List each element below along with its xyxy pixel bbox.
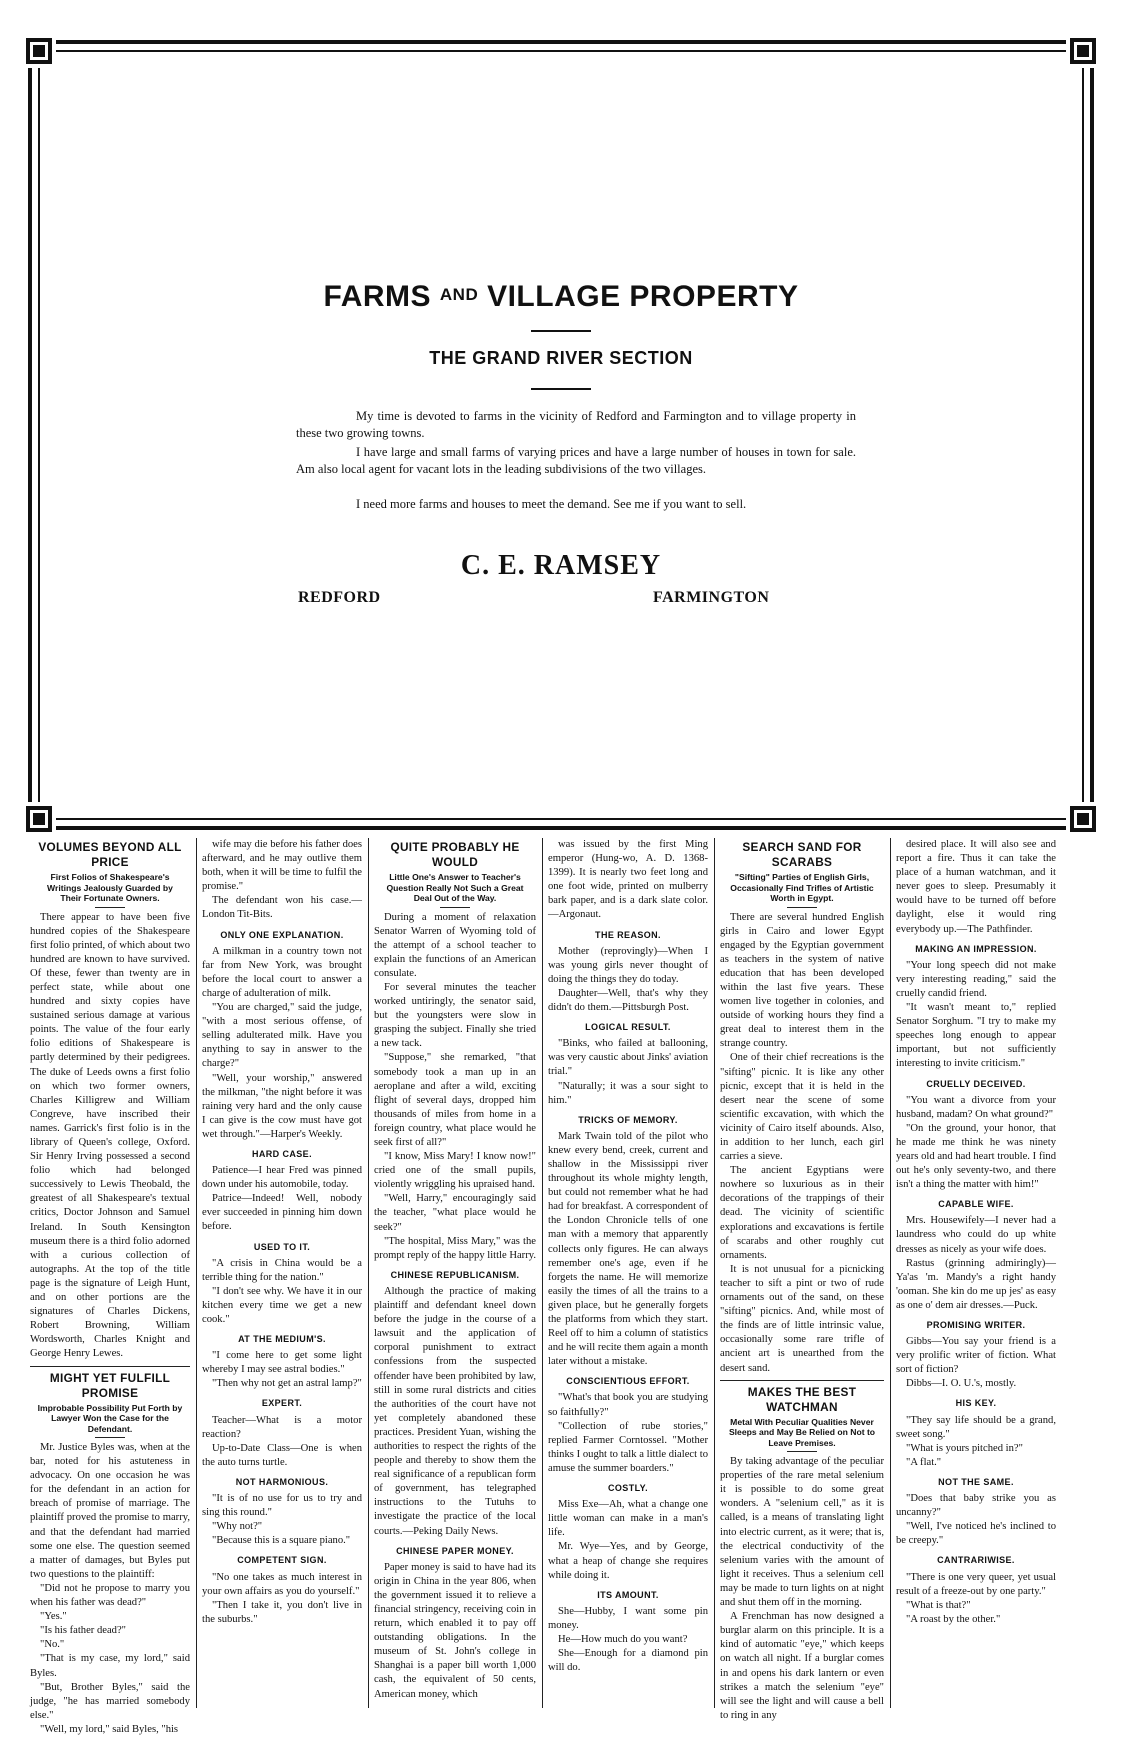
paragraph: The ancient Egyptians were nowhere so luxurious as in their decorations of the trappings of their dead. The vicinity of scientific explorations and excavations is fertile of scarabs and other roughly cut ornaments.: [720, 1165, 884, 1261]
paragraph: "Why not?": [212, 1521, 263, 1533]
paragraph: "Well, Harry," encouragingly said the teacher, "what place would he seek?": [374, 1193, 536, 1233]
item-subheading: CRUELLY DECEIVED.: [926, 1078, 1026, 1089]
article-headline: VOLUMES BEYOND ALL PRICE: [38, 840, 182, 869]
ad-paragraph: My time is devoted to farms in the vicinity of Redford and Farmington and to village property in these two growing towns.: [296, 409, 856, 440]
paragraph: Miss Exe—Ah, what a change one little woman can make in a man's life.: [548, 1499, 708, 1539]
paragraph: There are several hundred English girls in Cairo and lower Egypt engaged by the Egyptian government as teachers in the system of native education that has been developed within the last five years. These women live together in colonies, and outside of working hours they find a great deal to interest them in the strange country.: [720, 911, 884, 1050]
item-subheading: HIS KEY.: [955, 1398, 997, 1409]
paragraph: "Then why not get an astral lamp?": [212, 1378, 362, 1390]
paragraph: "I don't see why. We have it in our kitchen every time we get a new cook.": [202, 1285, 362, 1325]
paragraph: She—Enough for a diamond pin will do.: [548, 1648, 708, 1674]
item-subheading: MAKING AN IMPRESSION.: [915, 943, 1037, 954]
paragraph: "A roast by the other.": [906, 1613, 1001, 1625]
ad-town-right: FARMINGTON: [653, 589, 770, 606]
item-subheading: CHINESE PAPER MONEY.: [396, 1545, 514, 1556]
ad-headline: [28, 280, 1094, 314]
paragraph: Gibbs—You say your friend is a very prolific writer of fiction. What sort of fiction?: [896, 1336, 1056, 1376]
news-column-6: [896, 838, 1056, 1708]
column-divider: [368, 838, 369, 1708]
paragraph: wife may die before his father does afterward, and he may outlive them both, when it will be time to fulfil the promise.": [202, 839, 362, 893]
ad-subheading: THE GRAND RIVER SECTION: [429, 348, 693, 368]
short-rule: [787, 1451, 817, 1452]
ornament-corner-icon: [1066, 34, 1100, 68]
paragraph: Up-to-Date Class—One is when the auto turns turtle.: [202, 1442, 362, 1468]
paragraph: "It is of no use for us to try and sing this round.": [202, 1493, 362, 1519]
paragraph: A milkman in a country town not far from New York, was brought before the local court to answer a charge of adulteration of milk.: [202, 945, 362, 999]
column-divider: [714, 838, 715, 1708]
paragraph: The defendant won his case.—London Tit-Bits.: [202, 895, 362, 921]
article-headline: QUITE PROBABLY HE WOULD: [390, 840, 520, 869]
headline-and: AND: [439, 285, 479, 304]
paragraph: Mother (reprovingly)—When I was young girls never thought of doing the things they do today.: [548, 945, 708, 985]
paragraph: "No.": [40, 1639, 65, 1651]
paragraph: Mr. Justice Byles was, when at the bar, noted for his astuteness in advocacy. On one occasion he was for the defendant in an action for breach of promise of marriage. The plaintiff proved the promise to marry, and that the defendant had married some one else. The question seemed a matter of damages, but Byles put two questions to the plaintiff:: [30, 1442, 190, 1580]
paragraph: "A crisis in China would be a terrible thing for the nation.": [202, 1257, 362, 1283]
item-subheading: AT THE MEDIUM'S.: [238, 1334, 326, 1345]
paragraph: Although the practice of making plaintiff and defendant kneel down before the judge in the course of a lawsuit and the application of corporal punishment to extract confessions from the suspected offender have been prohibited by law, still in some rural districts and cities the authorities of the court have not yet completely abandoned these practices. President Yuan, wishing the authorities to respect the rights of the people and thereby to show them the real significance of a republican form of government, has telegraphed instructions to the Tutuhs to investigate the practice of the local courts.—Peking Daily News.: [374, 1285, 536, 1537]
paragraph: "Does that baby strike you as uncanny?": [896, 1493, 1056, 1519]
ad-rule: [531, 330, 591, 332]
item-subheading: THE REASON.: [595, 929, 661, 940]
paragraph: Paper money is said to have had its origin in China in the year 806, when the government issued it to relieve a financial stringency, receiving coin in return, which enabled it to pay off outstanding obligations. In the museum of St. John's college in Shanghai is a paper bill worth 1,000 cash, the equivalent of 50 cents, American money, which: [374, 1561, 536, 1700]
item-subheading: HARD CASE.: [251, 1148, 312, 1159]
ad-rule: [531, 388, 591, 390]
short-rule: [95, 907, 125, 908]
paragraph: "I come here to get some light whereby I may see astral bodies.": [202, 1350, 362, 1376]
paragraph: "You want a divorce from your husband, madam? On what ground?": [896, 1094, 1056, 1120]
ornament-corner-icon: [22, 802, 56, 836]
ad-signer-name: C. E. RAMSEY: [460, 550, 662, 581]
article-headline: MIGHT YET FULFILL PROMISE: [49, 1370, 171, 1400]
news-column-5: [720, 838, 884, 1721]
paragraph: He—How much do you want?: [558, 1633, 688, 1645]
paragraph: "Binks, who failed at ballooning, was very caustic about Jinks' aviation trial.": [548, 1038, 708, 1078]
paragraph: "But, Brother Byles," said the judge, "he has married somebody else.": [30, 1681, 190, 1721]
headline-village-property: VILLAGE PROPERTY: [487, 280, 799, 313]
paragraph: "Collection of rube stories," replied Farmer Corntossel. "Mother thinks I ought to talk a little dialect to amuse the summer boarders.": [548, 1420, 708, 1474]
paragraph: "No one takes as much interest in your own affairs as you do yourself.": [202, 1571, 362, 1597]
item-subheading: LOGICAL RESULT.: [585, 1022, 671, 1033]
paragraph: "Naturally; it was a sour sight to him.": [548, 1080, 708, 1106]
paragraph: "Because this is a square piano.": [212, 1535, 351, 1547]
paragraph: "What is yours pitched in?": [906, 1442, 1023, 1454]
paragraph: "On the ground, your honor, that he made me think he was ninety years old and had heart trouble. I find out he's only seventy-two, and there isn't a thing the matter with him!": [896, 1122, 1056, 1191]
paragraph: was issued by the first Ming emperor (Hung-wo, A. D. 1368-1399). It is nearly two feet long and one foot wide, printed on mulberry bark paper, and is a dark slate color.—Argonaut.: [548, 839, 708, 921]
paragraph: Daughter—Well, that's why they didn't do them.—Pittsburgh Post.: [548, 987, 708, 1014]
item-subheading: PROMISING WRITER.: [926, 1320, 1026, 1330]
short-rule: [440, 907, 470, 908]
paragraph: She—Hubby, I want some pin money.: [548, 1605, 708, 1631]
paragraph: Mrs. Housewifely—I never had a laundress who could do up white dresses as nicely as your wife does.: [896, 1215, 1056, 1255]
paragraph: "What's that book you are studying so faithfully?": [548, 1392, 708, 1418]
article-deck: Improbable Possibility Put Forth by Lawyer Won the Case for the Defendant.: [37, 1402, 183, 1434]
item-subheading: ITS AMOUNT.: [597, 1589, 659, 1600]
article-deck: Little One's Answer to Teacher's Question Really Not Such a Great Deal Out of the Way.: [386, 872, 524, 903]
ornament-corner-icon: [22, 34, 56, 68]
ad-town-left: REDFORD: [298, 589, 381, 606]
news-columns: [30, 838, 1090, 1735]
paragraph: "Did not he propose to marry you when his father was dead?": [30, 1582, 190, 1609]
paragraph: Patience—I hear Fred was pinned down under his automobile, today.: [202, 1165, 362, 1191]
paragraph: Teacher—What is a motor reaction?: [202, 1414, 362, 1440]
paragraph: "They say life should be a grand, sweet song.": [896, 1414, 1056, 1440]
paragraph: "A flat.": [906, 1456, 942, 1468]
paragraph: "That is my case, my lord," said Byles.: [30, 1653, 190, 1679]
headline-farms: FARMS: [323, 280, 432, 313]
item-subheading: EXPERT.: [261, 1398, 303, 1409]
item-subheading: COSTLY.: [608, 1483, 648, 1494]
short-rule: [787, 907, 817, 908]
paragraph: A Frenchman has now designed a burglar alarm on this principle. It is a kind of automatic "eye," which keeps on watch all night. If a burglar comes in and opens his dark lantern or even strikes a match the selenium "eye" will see the light and will cause a bell to ring in any: [720, 1611, 884, 1721]
item-subheading: CAPABLE WIFE.: [938, 1199, 1014, 1210]
article-headline: SEARCH SAND FOR SCARABS: [742, 840, 862, 869]
item-subheading: CHINESE REPUBLICANISM.: [390, 1269, 520, 1280]
ornament-corner-icon: [1066, 802, 1100, 836]
paragraph: "Your long speech did not make very interesting reading," said the cruelly candid friend.: [896, 959, 1056, 999]
paragraph: "Is his father dead?": [40, 1625, 127, 1637]
column-divider: [196, 838, 197, 1708]
item-subheading: COMPETENT SIGN.: [237, 1555, 327, 1566]
paragraph: For several minutes the teacher worked untiringly, the senator said, but the youngsters were slow in grasping the subject. Finally she tried a new tack.: [374, 981, 536, 1050]
item-subheading: NOT THE SAME.: [938, 1476, 1014, 1487]
ad-paragraph: I have large and small farms of varying prices and have a large number of houses in town for sale. Am also local agent for vacant lots in the leading subdivisions of the two villages.: [296, 445, 856, 476]
column-divider: [542, 838, 543, 1708]
item-subheading: CANTRARIWISE.: [937, 1555, 1015, 1566]
paragraph: Rastus (grinning admiringly)—Ya'as 'm. Mandy's a right handy 'ooman. She kin do me up jes' as easy as one o' dem air dresses.—Puck.: [896, 1257, 1056, 1311]
paragraph: Patrice—Indeed! Well, nobody ever succeeded in pinning him down before.: [202, 1193, 362, 1233]
paragraph: "What is that?": [906, 1599, 971, 1611]
item-subheading: CONSCIENTIOUS EFFORT.: [566, 1376, 690, 1387]
item-subheading: ONLY ONE EXPLANATION.: [220, 929, 344, 940]
article-deck: First Folios of Shakespeare's Writings Jealously Guarded by Their Fortunate Owners.: [47, 872, 173, 903]
paragraph: "It wasn't meant to," replied Senator Sorghum. "I try to make my speeches long enough to appear important, but not sufficiently interesting to invite criticism.": [896, 1002, 1056, 1070]
paragraph: "Suppose," she remarked, "that somebody took a man up in an aeroplane and after a wild, exciting flight of several days, dropped him thousands of miles from home in a foreign country, what place would he seek first of all?": [374, 1052, 536, 1148]
article-deck: Metal With Peculiar Qualities Never Sleeps and May Be Relied on Not to Leave Premises.: [728, 1416, 876, 1448]
paragraph: "Well, your worship," answered the milkman, "the night before it was raining very hard and the only cause I can give is the cow must have got wet through."—Harper's Weekly.: [202, 1072, 362, 1140]
paragraph: "There is one very queer, yet usual result of a freeze-out by one party.": [896, 1571, 1056, 1597]
article-deck: "Sifting" Parties of English Girls, Occasionally Find Trifles of Artistic Worth in Egypt.: [730, 872, 874, 903]
paragraph: "Then I take it, you don't live in the suburbs.": [202, 1599, 362, 1625]
paragraph: There appear to have been five hundred copies of the Shakespeare first folio printed, of which about two hundred are known to have survived. Of these, fewer than twenty are in perfect state, while about one hundred and sixty copies have sustained serious damage at various points. The value of the four early folio editions of Shakespeare is partly determined by their pedigrees. The duke of Leeds owns a first folio on which two former owners, Charles Killigrew and William Congreve, have inscribed their names. Garrick's first folio is in the library of Queen's college, Oxford. Sir Henry Irving possessed a second folio which had belonged successively to Lewis Theobald, the greatest of all Shakespeare's textual critics, Doctor Johnson and Samuel Ireland. In South Kensington museum there is a third folio adorned with a curious collection of autographs. At the top of the title page is the signature of Leigh Hunt, and on other portions are the signatures of Charles Dickens, Robert Browning, William Wordsworth, Charles Knight and George Henry Lewes.: [30, 911, 190, 1360]
paragraph: "You are charged," said the judge, "with a most serious offense, of selling adulterated milk. Have you anything to say in answer to the charge?": [202, 1002, 362, 1070]
news-column-3: [374, 838, 536, 1708]
paragraph: During a moment of relaxation Senator Warren of Wyoming told of the attempt of a school teacher to explain the functions of an American consulate.: [374, 911, 536, 979]
news-column-1: [30, 838, 190, 1735]
paragraph: "The hospital, Miss Mary," was the prompt reply of the happy little Harry.: [374, 1235, 536, 1261]
article-headline: MAKES THE BEST WATCHMAN: [747, 1384, 857, 1414]
paragraph: desired place. It will also see and report a fire. Thus it can take the place of a human watchman, and it never goes to sleep. Presumably it would have to be turned off before daylight, else it would ring everybody up.—The Pathfinder.: [896, 839, 1056, 935]
paragraph: Mark Twain told of the pilot who knew every bend, creek, current and shallow in the Mississippi river throughout its whole mighty length, but could not remember what he had had for breakfast. A correspondent of the London Chronicle tells of one man with a memory that apparently collects only figures. He can always remember one's age, even if he forgets the name. He will memorize easily the times of all the trains to a given place, but he generally forgets the platforms from which they start. Reel off to him a column of statistics and he will recite them again a month later without a mistake.: [548, 1130, 708, 1368]
news-column-4: [548, 838, 708, 1708]
item-subheading: USED TO IT.: [253, 1241, 311, 1252]
article-separator: [30, 1366, 190, 1367]
paragraph: It is not unusual for a picnicking teacher to sift a pint or two of rude ornaments out of the sand, on these "sifting" picnics. And, while most of the finds are of little intrinsic value, occasionally some rare trifle of ancient art is unearthed from the desert sand.: [720, 1263, 884, 1374]
paragraph: By taking advantage of the peculiar properties of the rare metal selenium it is possible to do some great wonders. A "selenium cell," as it is called, is a means of translating light into electric current, as it were; that is, the electrical conductivity of the selenium varies with the amount of light it receives. Thus a selenium cell may be made to turn lights on at night and shut them off in the morning.: [720, 1456, 884, 1609]
short-rule: [95, 1437, 125, 1438]
paragraph: One of their chief recreations is the "sifting" picnic. It is like any other picnic, except that it is held in the desert near the scene of some scientific excavation, with which the vicinity of Cairo itself abounds. Also, in addition to her lunch, each girl carries a sieve.: [720, 1052, 884, 1163]
real-estate-advertisement: [28, 30, 1094, 830]
news-column-2: [202, 838, 362, 1708]
paragraph: "Well, I've noticed he's inclined to be creepy.": [896, 1521, 1056, 1547]
paragraph: "Well, my lord," said Byles, "his: [40, 1723, 179, 1735]
paragraph: "I know, Miss Mary! I know now!" cried one of the small pupils, violently wriggling his upraised hand.: [374, 1151, 536, 1191]
column-divider: [890, 838, 891, 1708]
item-subheading: NOT HARMONIOUS.: [235, 1476, 329, 1487]
article-separator: [720, 1380, 884, 1381]
paragraph: Mr. Wye—Yes, and by George, what a heap of change she requires while doing it.: [548, 1541, 708, 1581]
paragraph: "Yes.": [40, 1611, 67, 1623]
ad-paragraph: I need more farms and houses to meet the demand. See me if you want to sell.: [356, 497, 747, 511]
item-subheading: TRICKS OF MEMORY.: [578, 1114, 678, 1125]
paragraph: Dibbs—I. O. U.'s, mostly.: [906, 1378, 1017, 1390]
